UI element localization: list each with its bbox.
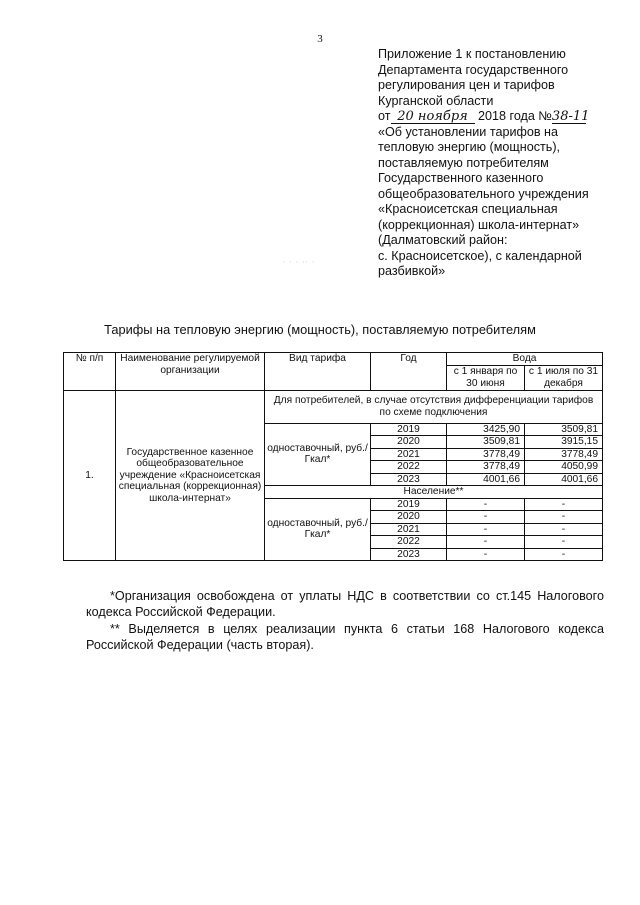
- appendix-title-line: (Далматовский район:: [378, 233, 508, 247]
- year-cell: 2020: [371, 436, 447, 449]
- appendix-block: [378, 47, 628, 280]
- tariff-h1-cell: 4001,66: [447, 473, 525, 486]
- tariff-h2-cell: -: [525, 511, 603, 524]
- tariff-h1-cell: -: [447, 536, 525, 549]
- footnote-vat: *Организация освобождена от уплаты НДС в соответствии со ст.145 Налогового кодекса Российской Федерации.: [86, 589, 604, 619]
- organization-name: Государственное казенное общеобразовательное учреждение «Красноисетская специальная (коррекционная) школа-интернат»: [116, 390, 265, 561]
- section-1-title: Для потребителей, в случае отсутствия дифференциации тарифов по схеме подключения: [265, 390, 603, 423]
- appendix-title-line: общеобразовательного учреждения: [378, 186, 589, 201]
- appendix-title-line: (коррекционная) школа-интернат»: [378, 217, 580, 232]
- header-num: № п/п: [64, 353, 116, 391]
- tariff-h2-cell: -: [525, 498, 603, 511]
- appendix-title-line: «Об установлении тарифов на: [378, 124, 559, 139]
- tariff-h2-cell: 4050,99: [525, 461, 603, 474]
- appendix-line: Курганской области: [378, 93, 494, 108]
- appendix-title-line: Государственного казенного: [378, 171, 544, 185]
- header-water: Вода: [447, 353, 603, 366]
- header-year: Год: [371, 353, 447, 391]
- year-cell: 2022: [371, 536, 447, 549]
- appendix-title-line: поставляемую потребителям: [378, 155, 549, 170]
- tariff-table: [63, 352, 603, 561]
- year-cell: 2022: [371, 461, 447, 474]
- appendix-title-line: «Красноисетская специальная: [378, 202, 558, 216]
- page-number: 3: [317, 33, 323, 45]
- header-period-2: с 1 июля по 31 декабря: [525, 365, 603, 390]
- section-2-title: Население**: [265, 486, 603, 499]
- scan-speck: ∙ ∙ ∙ ∙∙ ∙: [283, 257, 316, 266]
- section-1-title-row: [64, 390, 603, 423]
- tariff-type: одноставочный, руб./Гкал*: [265, 498, 371, 561]
- year-cell: 2019: [371, 498, 447, 511]
- handwritten-date: 20 ноября: [391, 111, 475, 124]
- tariff-h1-cell: 3509,81: [447, 436, 525, 449]
- document-title: Тарифы на тепловую энергию (мощность), поставляемую потребителям: [104, 322, 536, 337]
- header-period-1: с 1 января по 30 июня: [447, 365, 525, 390]
- appendix-line: регулирования цен и тарифов: [378, 78, 555, 92]
- tariff-h1-cell: 3778,49: [447, 448, 525, 461]
- tariff-h2-cell: 3915,15: [525, 436, 603, 449]
- appendix-line: Департамента государственного: [378, 62, 569, 77]
- tariff-h1-cell: -: [447, 523, 525, 536]
- row-number: 1.: [64, 390, 116, 561]
- appendix-title-line: тепловую энергию (мощность),: [378, 140, 561, 154]
- year-cell: 2021: [371, 523, 447, 536]
- appendix-date-line: [378, 109, 628, 125]
- tariff-h1-cell: 3778,49: [447, 461, 525, 474]
- appendix-title-line: с. Красноисетское), с календарной: [378, 248, 582, 263]
- header-row: [64, 353, 603, 366]
- tariff-h2-cell: -: [525, 548, 603, 561]
- tariff-h2-cell: 4001,66: [525, 473, 603, 486]
- tariff-h1-cell: 3425,90: [447, 423, 525, 436]
- year-cell: 2023: [371, 473, 447, 486]
- tariff-h1-cell: -: [447, 548, 525, 561]
- year-cell: 2019: [371, 423, 447, 436]
- tariff-h2-cell: -: [525, 523, 603, 536]
- footnote-population: ** Выделяется в целях реализации пункта 6 статьи 168 Налогового кодекса Российской Федерации (часть вторая).: [86, 622, 604, 652]
- appendix-title-line: разбивкой»: [378, 264, 446, 278]
- tariff-h1-cell: -: [447, 511, 525, 524]
- header-tariff-type: Вид тарифа: [265, 353, 371, 391]
- year-cell: 2023: [371, 548, 447, 561]
- year-cell: 2020: [371, 511, 447, 524]
- tariff-h1-cell: -: [447, 498, 525, 511]
- year-cell: 2021: [371, 448, 447, 461]
- tariff-type: одноставочный, руб./Гкал*: [265, 423, 371, 486]
- tariff-h2-cell: 3778,49: [525, 448, 603, 461]
- date-prefix: от: [378, 109, 391, 123]
- tariff-h2-cell: 3509,81: [525, 423, 603, 436]
- tariff-h2-cell: -: [525, 536, 603, 549]
- handwritten-number: 38-11: [551, 109, 590, 124]
- date-suffix: 2018 года №: [478, 109, 552, 123]
- footnotes: [86, 589, 604, 653]
- appendix-line: Приложение 1 к постановлению: [378, 47, 566, 61]
- header-organization: Наименование регулируемой организации: [116, 353, 265, 391]
